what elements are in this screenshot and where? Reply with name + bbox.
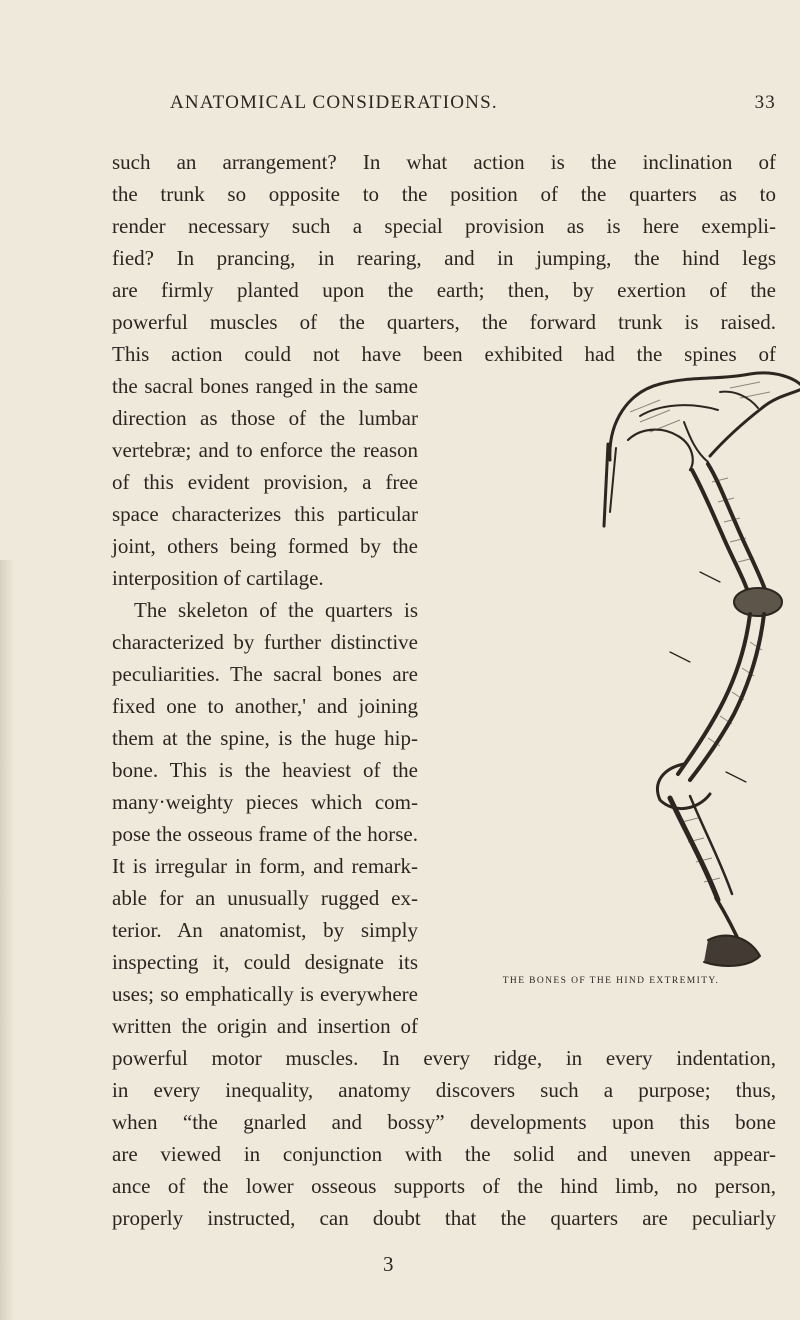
text-line: space characterizes this particular [112, 502, 418, 526]
text-line: powerful motor muscles. In every ridge, in every indentation, [112, 1046, 776, 1070]
hind-limb-skeleton-illustration [600, 352, 800, 992]
text-line: written the origin and insertion of [112, 1014, 418, 1038]
text-line: powerful muscles of the quarters, the forward trunk is raised. [112, 310, 776, 334]
text-line: when “the gnarled and bossy” developments upon this bone [112, 1110, 776, 1134]
text-line: able for an unusually rugged ex- [112, 886, 418, 910]
text-line: the trunk so opposite to the position of the quarters as to [112, 182, 776, 206]
text-line: properly instructed, can doubt that the quarters are peculiarly [112, 1206, 776, 1230]
text-line: the sacral bones ranged in the same [112, 374, 418, 398]
text-line: fied? In prancing, in rearing, and in jumping, the hind legs [112, 246, 776, 270]
text-line: direction as those of the lumbar [112, 406, 418, 430]
text-line: characterized by further distinctive [112, 630, 418, 654]
figure-caption: THE BONES OF THE HIND EXTREMITY. [502, 976, 720, 986]
text-line: uses; so emphatically is everywhere [112, 982, 418, 1006]
text-line: terior. An anatomist, by simply [112, 918, 418, 942]
text-line: in every inequality, anatomy discovers such a purpose; thus, [112, 1078, 776, 1102]
running-header [170, 92, 776, 122]
text-line: render necessary such a special provision as is here exempli- [112, 214, 776, 238]
page-edge-shadow [0, 560, 14, 1320]
text-line: vertebræ; and to enforce the reason [112, 438, 418, 462]
text-line: of this evident provision, a free [112, 470, 418, 494]
text-line: The skeleton of the quarters is [134, 598, 418, 622]
text-line: ance of the lower osseous supports of the hind limb, no person, [112, 1174, 776, 1198]
text-line: It is irregular in form, and remark- [112, 854, 418, 878]
text-line: are viewed in conjunction with the solid and uneven appear- [112, 1142, 776, 1166]
text-line: are firmly planted upon the earth; then, by exertion of the [112, 278, 776, 302]
text-line: pose the osseous frame of the horse. [112, 822, 418, 846]
text-line: them at the spine, is the huge hip- [112, 726, 418, 750]
text-line: This action could not have been exhibited had the spines of [112, 342, 776, 366]
text-line: joint, others being formed by the [112, 534, 418, 558]
running-title: ANATOMICAL CONSIDERATIONS. [170, 92, 498, 113]
page-number: 33 [754, 92, 776, 113]
text-line: fixed one to another,' and joining [112, 694, 418, 718]
text-line: interposition of cartilage. [112, 566, 324, 590]
text-line: inspecting it, could designate its [112, 950, 418, 974]
text-line: peculiarities. The sacral bones are [112, 662, 418, 686]
text-line: bone. This is the heaviest of the [112, 758, 418, 782]
text-line: such an arrangement? In what action is the inclination of [112, 150, 776, 174]
text-line: many·weighty pieces which com- [112, 790, 418, 814]
signature-mark: 3 [383, 1252, 394, 1276]
